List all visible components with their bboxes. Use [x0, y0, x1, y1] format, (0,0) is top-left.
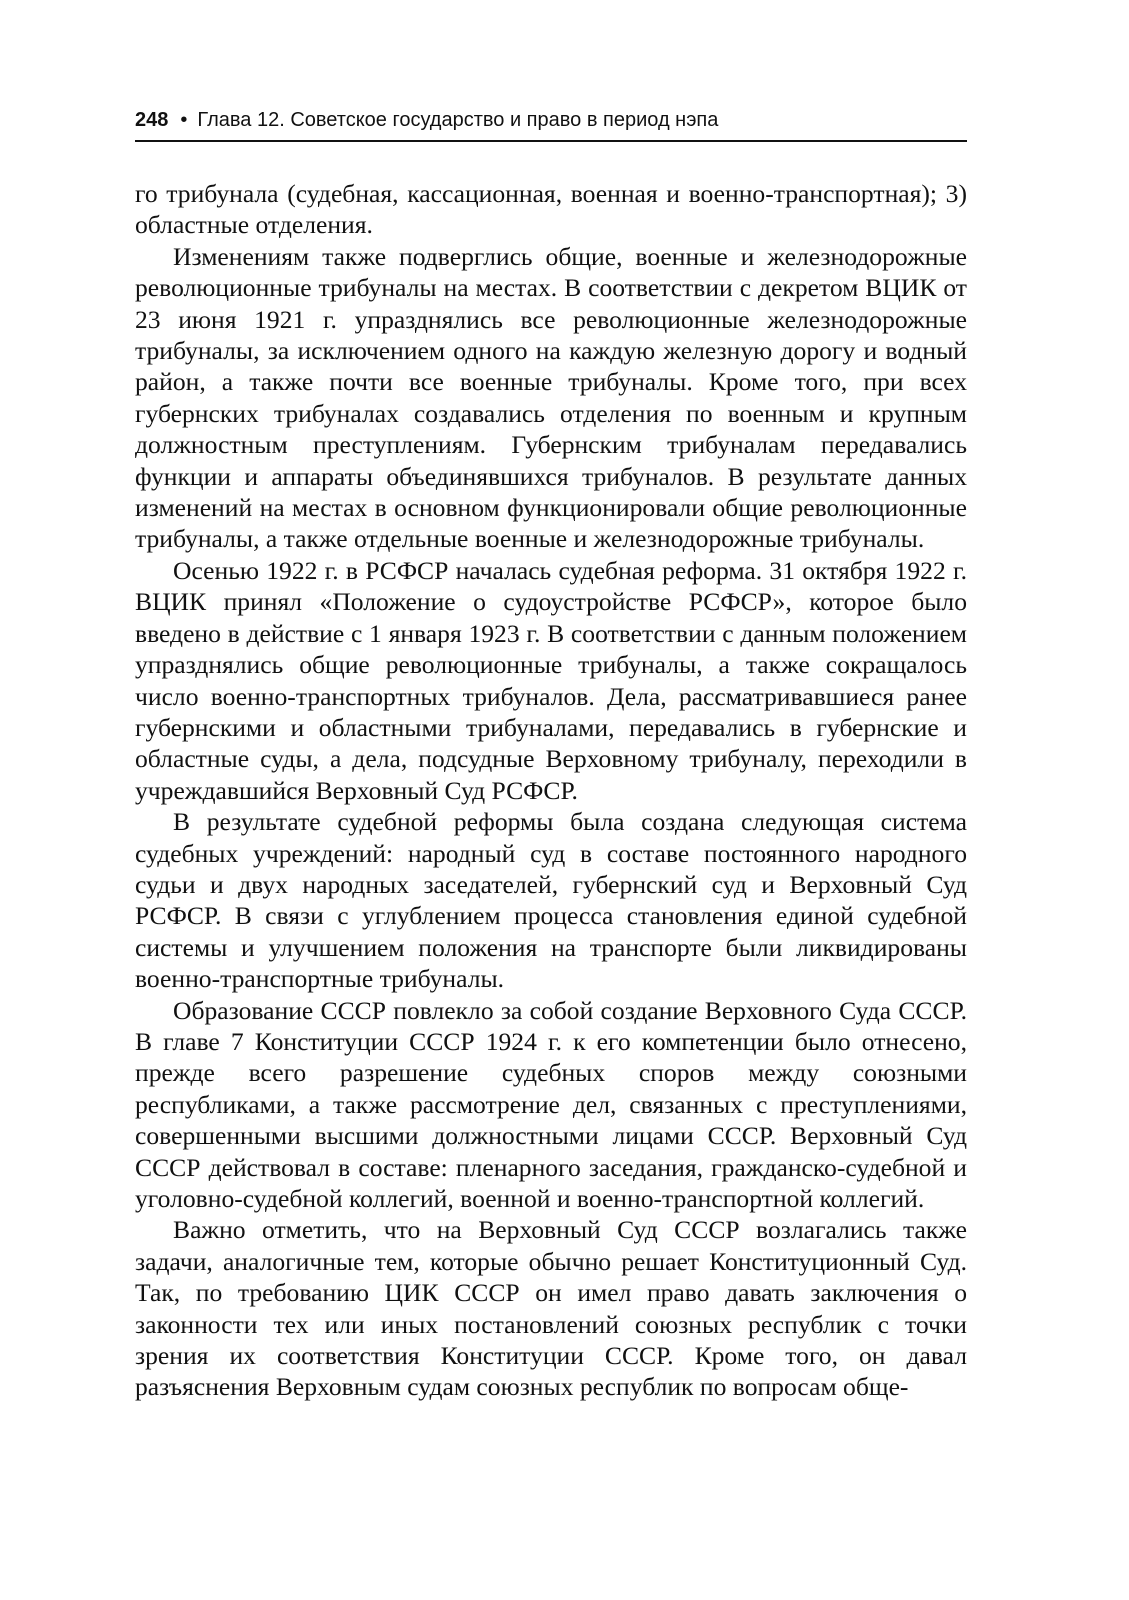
body-text — [135, 178, 967, 1403]
paragraph: Осенью 1922 г. в РСФСР началась судебная реформа. 31 октября 1922 г. ВЦИК принял «Положение о судоустройстве РСФСР», которое было введено в действие с 1 января 1923 г. В соответствии с данным положением упразднялись общие революционные трибуналы, а также сокращалось число военно-транспортных трибуналов. Дела, рассматривавшиеся ранее губернскими и областными трибуналами, передавались в губернские и областные суды, а дела, подсудные Верховному трибуналу, переходили в учреждавшийся Верховный Суд РСФСР. — [135, 555, 967, 805]
paragraph: Изменениям также подверглись общие, военные и железнодорожные революционные трибуналы на местах. В соответствии с декретом ВЦИК от 23 июня 1921 г. упразднялись все революционные железнодорожные трибуналы, за исключением одного на каждую железную дорогу и водный район, а также почти все военные трибуналы. Кроме того, при всех губернских трибуналах создавались отделения по военным и крупным должностным преступлениям. Губернским трибуналам передавались функции и аппараты объединявшихся трибуналов. В результате данных изменений на местах в основном функционировали общие революционные трибуналы, а также отдельные военные и железнодорожные трибуналы. — [135, 241, 967, 554]
header-bullet: • — [180, 109, 188, 131]
page-number: 248 — [135, 109, 169, 131]
running-title: Глава 12. Советское государство и право в период нэпа — [197, 109, 719, 131]
paragraph: Важно отметить, что на Верховный Суд СССР возлагались также задачи, аналогичные тем, которые обычно решает Конституционный Суд. Так, по требованию ЦИК СССР он имел право давать заключения о законности тех или иных постановлений союзных республик с точки зрения их соответствия Конституции СССР. Кроме того, он давал разъяснения Верховным судам союзных республик по вопросам обще- — [135, 1215, 967, 1402]
paragraph-continuation: го трибунала (судебная, кассационная, военная и военно-транспортная); 3) областные отделения. — [135, 179, 967, 240]
paragraph: В результате судебной реформы была создана следующая система судебных учреждений: народный суд в составе постоянного народного судьи и двух народных заседателей, губернский суд и Верховный Суд РСФСР. В связи с углублением процесса становления единой судебной системы и улучшением положения на транспорте были ликвидированы военно-транспортные трибуналы. — [135, 807, 967, 994]
paragraph: Образование СССР повлекло за собой создание Верховного Суда СССР. В главе 7 Конституции СССР 1924 г. к его компетенции было отнесено, прежде всего разрешение судебных споров между союзными республиками, а также рассмотрение дел, связанных с преступлениями, совершенными высшими должностными лицами СССР. Верховный Суд СССР действовал в составе: пленарного заседания, гражданско-судебной и уголовно-судебной коллегий, военной и военно-транспортной коллегий. — [135, 995, 967, 1213]
running-header — [135, 106, 967, 142]
